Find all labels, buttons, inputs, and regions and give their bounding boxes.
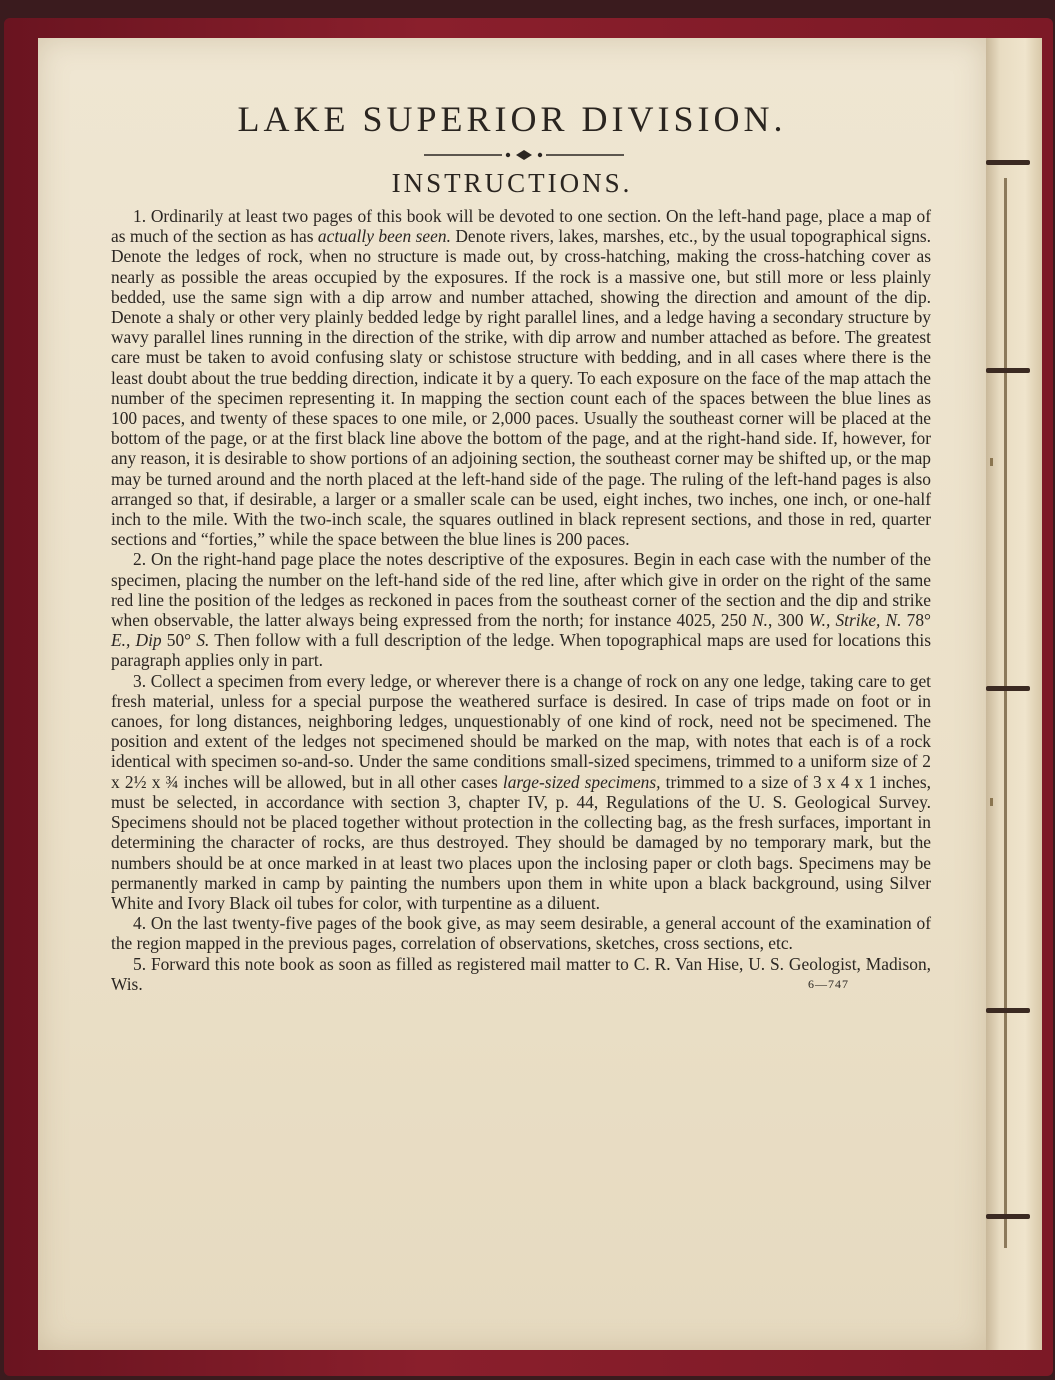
binding-thread <box>1004 178 1007 1248</box>
title-ornament <box>424 148 624 162</box>
instruction-paragraph-1 <box>111 206 931 549</box>
instruction-paragraph-2 <box>111 549 931 670</box>
paragraph-text: , 300 <box>767 610 809 631</box>
paragraph-text: Denote rivers, lakes, marshes, etc., by the usual topographical signs. Denote the ledges of rock, when no structure is made out, by cross-hatching, making the cross-hatching cover as nearly as possible the areas occupied by the exposures. If the rock is a massive one, but still more or less plainly bedded, use the same sign with a dip arrow and number attached, showing the direction and amount of the dip. Denote a shaly or other very plainly bedded ledge by right parallel lines, and a ledge having a secondary structure by wavy parallel lines running in the direction of the strike, with dip arrow and number attached as before. The greatest care must be taken to avoid confusing slaty or schistose structure with bedding, and in all cases where there is the least doubt about the true bedding direction, indicate it by a query. To each exposure on the face of the map attach the number of the specimen representing it. In mapping the section count each of the spaces between the blue lines as 100 paces, and twenty of these spaces to one mile, or 2,000 paces. Usually the southeast corner will be placed at the bottom of the page, or at the first black line above the bottom of the page, and at the right-hand side. If, however, for any reason, it is desirable to show portions of an adjoining section, the southeast corner may be shifted up, or the map may be turned around and the north placed at the left-hand side of the page. The ruling of the left-hand pages is also arranged so that, if desirable, a larger or a smaller scale can be used, eight inches, two inches, one inch, or one-half inch to the mile. With the two-inch scale, the squares outlined in black represent sections, and those in red, quarter sections and “forties,” while the space between the blue lines is 200 paces. <box>111 226 932 550</box>
emphasis-text: S. <box>196 630 210 651</box>
emphasis-text: actually been seen. <box>317 226 451 247</box>
paragraph-text: 2. On the right-hand page place the notes descriptive of the exposures. Begin in each case with the number of the specimen, placing the number on the left-hand side of the red line, after which give in order on the right of the same red line the position of the ledges as reckoned in paces from the southeast corner of the section and the dip and strike when observable, the latter always being expressed from the north; for instance 4025, 250 <box>111 549 931 631</box>
paragraph-text: 50° <box>161 630 197 651</box>
paragraph-text: 78° <box>901 610 931 631</box>
binding-stitch <box>986 160 1030 165</box>
instructions-body <box>111 206 931 994</box>
emphasis-text: W., Strike, N. <box>808 610 902 631</box>
print-code: 6—747 <box>808 976 849 991</box>
emphasis-text: E., Dip <box>111 630 162 651</box>
instruction-paragraph-5 <box>111 954 931 994</box>
binding-stitch <box>986 1008 1030 1013</box>
binding-stitch <box>986 686 1030 691</box>
gutter-mark <box>990 798 993 806</box>
paragraph-text: trimmed to a size of 3 x 4 x 1 inches, must be selected, in accordance with section 3, chapter IV, p. 44, Regulations of the U. S. Geological Survey. Specimens should not be placed together without protection in the collecting bag, as the fresh surfaces, important in determining the character of rocks, are thus destroyed. They should be damaged by no temporary mark, but the numbers should be at once marked in at least two places upon the inclosing paper or cloth bags. Specimens may be permanently marked in camp by painting the numbers upon them in white upon a black background, using Silver White and Ivory Black oil tubes for color, with turpentine as a diluent. <box>111 771 931 913</box>
instruction-paragraph-4: 4. On the last twenty-five pages of the book give, as may seem desirable, a general account of the examination of the region mapped in the previous pages, correlation of observations, sketches, cross sections, etc. <box>111 913 931 954</box>
page-title: LAKE SUPERIOR DIVISION. <box>237 99 787 139</box>
instruction-paragraph-3 <box>111 671 931 913</box>
paragraph-text: 5. Forward this note book as soon as filled as registered mail matter to C. R. Van Hise, U. S. Geologist, Madison, Wis. <box>111 953 931 994</box>
paragraph-text: Then follow with a full description of the ledge. When topographical maps are used for locations this paragraph applies only in part. <box>111 630 931 671</box>
gutter-mark <box>990 458 993 466</box>
paragraph-text: 1. Ordinarily at least two pages of this book will be devoted to one section. On the left-hand page, place a map of as much of the section as has <box>111 206 931 247</box>
section-heading: INSTRUCTIONS. <box>391 168 633 198</box>
binding-stitch <box>986 368 1030 373</box>
emphasis-text: large-sized specimens, <box>502 771 661 792</box>
emphasis-text: N. <box>752 610 768 631</box>
book-gutter <box>986 38 1042 1350</box>
binding-stitch <box>986 1214 1030 1219</box>
paragraph-text: 3. Collect a specimen from every ledge, or wherever there is a change of rock on any one ledge, taking care to get fresh material, unless for a special purpose the weathered surface is desired. In case of trips made on foot or in canoes, for long distances, neighboring ledges, unquestionably of one kind of rock, need not be specimened. The position and extent of the ledges not specimened should be marked on the map, with notes that each is of a rock identical with specimen so-and-so. Under the same conditions small-sized specimens, trimmed to a uniform size of 2 x 2½ x ¾ inches will be allowed, but in all other cases <box>111 670 931 792</box>
